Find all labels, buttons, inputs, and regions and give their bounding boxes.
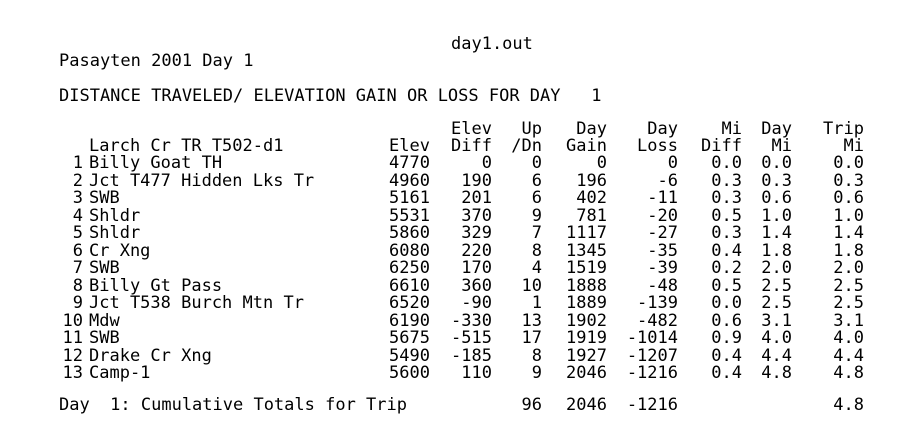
- day-loss: -1014: [626, 328, 678, 348]
- trip-mi: 1.8: [833, 240, 864, 261]
- table-row: [0, 365, 899, 382]
- elevation: 6190: [389, 310, 430, 331]
- waypoint-name: Billy Gt Pass: [89, 275, 223, 296]
- trip-mi: 0.3: [833, 170, 864, 191]
- row-number: 4: [72, 205, 83, 226]
- elevation: 5161: [389, 188, 430, 208]
- day-loss: -35: [647, 240, 678, 261]
- trip-mi: 2.5: [833, 293, 864, 313]
- mi-diff: 0.4: [711, 240, 742, 261]
- trip-mi: 4.8: [833, 363, 864, 383]
- header-day-loss: Loss: [637, 136, 678, 156]
- waypoint-name: SWB: [89, 328, 120, 348]
- elevation-diff: 201: [461, 188, 492, 208]
- day-mi: 4.0: [761, 328, 792, 348]
- elevation-diff: 190: [461, 170, 492, 191]
- row-number: 12: [62, 345, 83, 366]
- header-mi-diff: Diff: [701, 136, 742, 156]
- day-mi: 0.0: [761, 153, 792, 173]
- mi-diff: 0.0: [711, 293, 742, 313]
- row-number: 2: [72, 170, 83, 191]
- trip-mi: 3.1: [833, 310, 864, 331]
- up-dn: 8: [531, 345, 542, 366]
- mi-diff: 0.3: [711, 170, 742, 191]
- trip-mi: 0.0: [833, 153, 864, 173]
- day-gain: 402: [576, 188, 607, 208]
- trip-mi: 1.4: [833, 223, 864, 243]
- day-gain: 2046: [566, 363, 607, 383]
- mi-diff: 0.9: [711, 328, 742, 348]
- elevation-diff: -185: [451, 345, 492, 366]
- waypoint-name: Camp-1: [89, 363, 151, 383]
- table-row: [0, 330, 899, 347]
- table-row: [0, 205, 899, 226]
- mi-diff: 0.0: [711, 153, 742, 173]
- day-gain: 1889: [566, 293, 607, 313]
- elevation-diff: 110: [461, 363, 492, 383]
- elevation-diff: -515: [451, 328, 492, 348]
- row-number: 9: [72, 293, 83, 313]
- report-title: Pasayten 2001 Day 1: [59, 51, 254, 71]
- table-row: [0, 170, 899, 191]
- row-number: 10: [62, 310, 83, 331]
- route-label: Larch Cr TR T502-d1: [89, 136, 284, 156]
- row-number: 3: [72, 188, 83, 208]
- day-gain: 1117: [566, 223, 607, 243]
- trip-mi: 1.0: [833, 205, 864, 226]
- up-dn: 9: [531, 205, 542, 226]
- table-row: [0, 240, 899, 261]
- waypoint-name: Shldr: [89, 223, 141, 243]
- day-gain: 196: [576, 170, 607, 191]
- elevation: 5531: [389, 205, 430, 226]
- totals-row: [0, 397, 899, 414]
- table-row: [0, 295, 899, 312]
- row-number: 1: [72, 153, 83, 173]
- trip-mi: 4.0: [833, 328, 864, 348]
- up-dn: 0: [531, 153, 542, 173]
- day-mi: 2.0: [761, 258, 792, 278]
- waypoint-name: Billy Goat TH: [89, 153, 223, 173]
- trip-mi: 4.4: [833, 345, 864, 366]
- day-mi: 2.5: [761, 275, 792, 296]
- trip-mi: 0.6: [833, 188, 864, 208]
- mi-diff: 0.4: [711, 363, 742, 383]
- mi-diff: 0.3: [711, 188, 742, 208]
- day-loss: -27: [647, 223, 678, 243]
- elevation: 5860: [389, 223, 430, 243]
- day-gain: 1519: [566, 258, 607, 278]
- waypoint-name: Jct T538 Burch Mtn Tr: [89, 293, 304, 313]
- up-dn: 6: [531, 188, 542, 208]
- up-dn: 8: [531, 240, 542, 261]
- day-mi: 0.6: [761, 188, 792, 208]
- waypoint-name: Mdw: [89, 310, 120, 331]
- up-dn: 1: [531, 293, 542, 313]
- elevation-diff: 370: [461, 205, 492, 226]
- day-loss: -1207: [626, 345, 678, 366]
- report-heading: DISTANCE TRAVELED/ ELEVATION GAIN OR LOSS FOR DAY 1: [59, 86, 602, 106]
- header-trip-mi-top: Trip: [823, 119, 864, 139]
- header-day-gain: Gain: [566, 136, 607, 156]
- elevation: 6080: [389, 240, 430, 261]
- header-day-mi-top: Day: [761, 119, 792, 139]
- day-mi: 0.3: [761, 170, 792, 191]
- day-mi: 4.4: [761, 345, 792, 366]
- mi-diff: 0.4: [711, 345, 742, 366]
- row-number: 8: [72, 275, 83, 296]
- waypoint-name: Shldr: [89, 205, 141, 226]
- day-gain: 1927: [566, 345, 607, 366]
- table-row: [0, 225, 899, 242]
- header-mi-diff-top: Mi: [721, 119, 742, 139]
- header-trip-mi: Mi: [843, 136, 864, 156]
- day-loss: -6: [657, 170, 678, 191]
- up-dn: 6: [531, 170, 542, 191]
- header-up-dn: /Dn: [511, 136, 542, 156]
- up-dn: 17: [521, 328, 542, 348]
- day-mi: 1.4: [761, 223, 792, 243]
- table-row: [0, 155, 899, 172]
- up-dn: 7: [531, 223, 542, 243]
- day-mi: 3.1: [761, 310, 792, 331]
- mi-diff: 0.2: [711, 258, 742, 278]
- up-dn: 9: [531, 363, 542, 383]
- mi-diff: 0.5: [711, 205, 742, 226]
- header-elev: Elev: [389, 136, 430, 156]
- header-day-gain-top: Day: [576, 119, 607, 139]
- row-number: 7: [72, 258, 83, 278]
- elevation-diff: 360: [461, 275, 492, 296]
- day-gain: 781: [576, 205, 607, 226]
- table-row: [0, 310, 899, 331]
- elevation: 6250: [389, 258, 430, 278]
- up-dn: 13: [521, 310, 542, 331]
- day-gain: 1902: [566, 310, 607, 331]
- day-gain: 1345: [566, 240, 607, 261]
- elevation-diff: -90: [461, 293, 492, 313]
- waypoint-name: Drake Cr Xng: [89, 345, 212, 366]
- up-dn: 4: [531, 258, 542, 278]
- day-mi: 1.8: [761, 240, 792, 261]
- day-gain: 1919: [566, 328, 607, 348]
- day-mi: 2.5: [761, 293, 792, 313]
- day-gain: 1888: [566, 275, 607, 296]
- header-day-loss-top: Day: [647, 119, 678, 139]
- day-loss: -482: [637, 310, 678, 331]
- totals-gain: 2046: [566, 395, 607, 415]
- row-number: 6: [72, 240, 83, 261]
- day-loss: -39: [647, 258, 678, 278]
- table-row: [0, 190, 899, 207]
- day-loss: -11: [647, 188, 678, 208]
- day-loss: -20: [647, 205, 678, 226]
- elevation-diff: 329: [461, 223, 492, 243]
- file-name: day1.out: [451, 34, 533, 54]
- row-number: 11: [62, 328, 83, 348]
- row-number: 13: [62, 363, 83, 383]
- row-number: 5: [72, 223, 83, 243]
- waypoint-name: Cr Xng: [89, 240, 151, 261]
- totals-label: Day 1: Cumulative Totals for Trip: [59, 395, 407, 415]
- header-elev-diff: Diff: [451, 136, 492, 156]
- elevation-diff: 0: [481, 153, 492, 173]
- table-row: [0, 275, 899, 296]
- elevation: 4770: [389, 153, 430, 173]
- table-row: [0, 345, 899, 366]
- day-gain: 0: [596, 153, 607, 173]
- elevation: 6610: [389, 275, 430, 296]
- day-loss: -1216: [626, 363, 678, 383]
- waypoint-name: SWB: [89, 258, 120, 278]
- waypoint-name: SWB: [89, 188, 120, 208]
- totals-up-dn: 96: [521, 395, 542, 415]
- elevation: 5490: [389, 345, 430, 366]
- elevation-diff: -330: [451, 310, 492, 331]
- mi-diff: 0.5: [711, 275, 742, 296]
- totals-loss: -1216: [626, 395, 678, 415]
- day-mi: 4.8: [761, 363, 792, 383]
- header-day-mi: Mi: [771, 136, 792, 156]
- table-row: [0, 260, 899, 277]
- waypoint-name: Jct T477 Hidden Lks Tr: [89, 170, 315, 191]
- header-elev-diff-top: Elev: [451, 119, 492, 139]
- trip-mi: 2.0: [833, 258, 864, 278]
- elevation: 4960: [389, 170, 430, 191]
- day-loss: -48: [647, 275, 678, 296]
- elevation: 5675: [389, 328, 430, 348]
- elevation: 6520: [389, 293, 430, 313]
- elevation-diff: 220: [461, 240, 492, 261]
- day-mi: 1.0: [761, 205, 792, 226]
- totals-trip-mi: 4.8: [833, 395, 864, 415]
- header-up-dn-top: Up: [521, 119, 542, 139]
- trip-mi: 2.5: [833, 275, 864, 296]
- elevation: 5600: [389, 363, 430, 383]
- mi-diff: 0.6: [711, 310, 742, 331]
- up-dn: 10: [521, 275, 542, 296]
- mi-diff: 0.3: [711, 223, 742, 243]
- day-loss: 0: [667, 153, 678, 173]
- day-loss: -139: [637, 293, 678, 313]
- elevation-diff: 170: [461, 258, 492, 278]
